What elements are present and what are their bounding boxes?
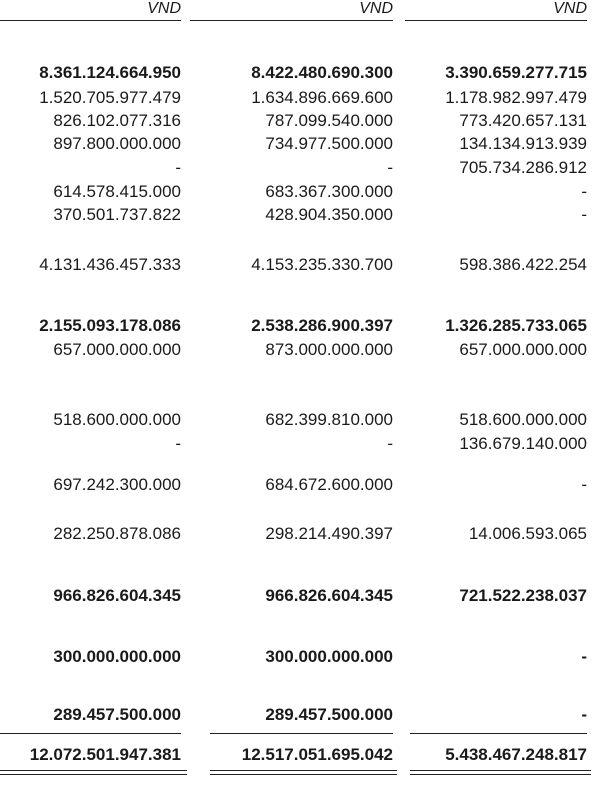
table-row <box>0 88 600 110</box>
value-cell-col3: 1.326.285.733.065 <box>445 316 587 335</box>
column-header-1: VND <box>0 0 181 21</box>
value-cell-col3: 134.134.913.939 <box>459 134 587 153</box>
column-header-2: VND <box>190 0 393 21</box>
value-cell-col1: - <box>175 158 181 177</box>
value-cell-col2: 734.977.500.000 <box>265 134 393 153</box>
table-row <box>0 524 600 546</box>
value-cell-col3: - <box>581 182 587 201</box>
subtotal-rule-3 <box>410 733 587 734</box>
value-cell-col2: 873.000.000.000 <box>265 340 393 359</box>
table-row <box>0 475 600 497</box>
table-row <box>0 182 600 204</box>
value-cell-col2: 1.634.896.669.600 <box>251 88 393 107</box>
table-row <box>0 316 600 338</box>
value-cell-col1: 518.600.000.000 <box>53 410 181 429</box>
value-cell-col1: - <box>175 434 181 453</box>
table-row <box>0 745 600 767</box>
value-cell-col3: 721.522.238.037 <box>459 586 587 605</box>
value-cell-col1: 657.000.000.000 <box>53 340 181 359</box>
value-cell-col1: 282.250.878.086 <box>53 524 181 543</box>
total-double-rule-3 <box>410 770 591 775</box>
value-cell-col3: 14.006.593.065 <box>468 524 587 543</box>
total-double-rule-1 <box>0 770 187 775</box>
value-cell-col3: 1.178.982.997.479 <box>445 88 587 107</box>
value-cell-col2: 8.422.480.690.300 <box>251 63 393 82</box>
value-cell-col3: - <box>581 475 587 494</box>
table-row <box>0 434 600 456</box>
value-cell-col2: 684.672.600.000 <box>265 475 393 494</box>
value-cell-col2: 683.367.300.000 <box>265 182 393 201</box>
value-cell-col1: 370.501.737.822 <box>53 205 181 224</box>
table-row <box>0 158 600 180</box>
value-cell-col3: 773.420.657.131 <box>459 111 587 130</box>
table-row <box>0 134 600 156</box>
value-cell-col2: 966.826.604.345 <box>265 586 393 605</box>
value-cell-col1: 966.826.604.345 <box>53 586 181 605</box>
value-cell-col2: 787.099.540.000 <box>265 111 393 130</box>
table-row <box>0 111 600 133</box>
value-cell-col1: 826.102.077.316 <box>53 111 181 130</box>
value-cell-col2: 4.153.235.330.700 <box>251 255 393 274</box>
value-cell-col3: 518.600.000.000 <box>459 410 587 429</box>
value-cell-col1: 4.131.436.457.333 <box>39 255 181 274</box>
value-cell-col1: 12.072.501.947.381 <box>29 745 181 764</box>
value-cell-col3: - <box>581 647 587 666</box>
table-row <box>0 255 600 277</box>
value-cell-col2: 682.399.810.000 <box>265 410 393 429</box>
value-cell-col1: 8.361.124.664.950 <box>39 63 181 82</box>
subtotal-rule-2 <box>210 733 393 734</box>
table-row <box>0 63 600 85</box>
value-cell-col2: 298.214.490.397 <box>265 524 393 543</box>
table-row <box>0 205 600 227</box>
value-cell-col2: 12.517.051.695.042 <box>241 745 393 764</box>
value-cell-col3: 657.000.000.000 <box>459 340 587 359</box>
value-cell-col2: - <box>387 158 393 177</box>
value-cell-col3: 705.734.286.912 <box>459 158 587 177</box>
value-cell-col3: 3.390.659.277.715 <box>445 63 587 82</box>
value-cell-col1: 300.000.000.000 <box>53 647 181 666</box>
table-row <box>0 340 600 362</box>
value-cell-col1: 1.520.705.977.479 <box>39 88 181 107</box>
value-cell-col2: - <box>387 434 393 453</box>
column-header-3: VND <box>405 0 587 21</box>
table-row <box>0 586 600 608</box>
value-cell-col2: 289.457.500.000 <box>265 705 393 724</box>
value-cell-col2: 300.000.000.000 <box>265 647 393 666</box>
value-cell-col1: 2.155.093.178.086 <box>39 316 181 335</box>
total-double-rule-2 <box>210 770 397 775</box>
subtotal-rule-1 <box>0 733 181 734</box>
table-row <box>0 647 600 669</box>
value-cell-col3: - <box>581 705 587 724</box>
value-cell-col1: 697.242.300.000 <box>53 475 181 494</box>
value-cell-col3: 136.679.140.000 <box>459 434 587 453</box>
value-cell-col3: 598.386.422.254 <box>459 255 587 274</box>
value-cell-col3: 5.438.467.248.817 <box>445 745 587 764</box>
table-row <box>0 705 600 727</box>
table-row <box>0 410 600 432</box>
value-cell-col1: 897.800.000.000 <box>53 134 181 153</box>
value-cell-col2: 428.904.350.000 <box>265 205 393 224</box>
value-cell-col3: - <box>581 205 587 224</box>
value-cell-col1: 289.457.500.000 <box>53 705 181 724</box>
value-cell-col2: 2.538.286.900.397 <box>251 316 393 335</box>
value-cell-col1: 614.578.415.000 <box>53 182 181 201</box>
